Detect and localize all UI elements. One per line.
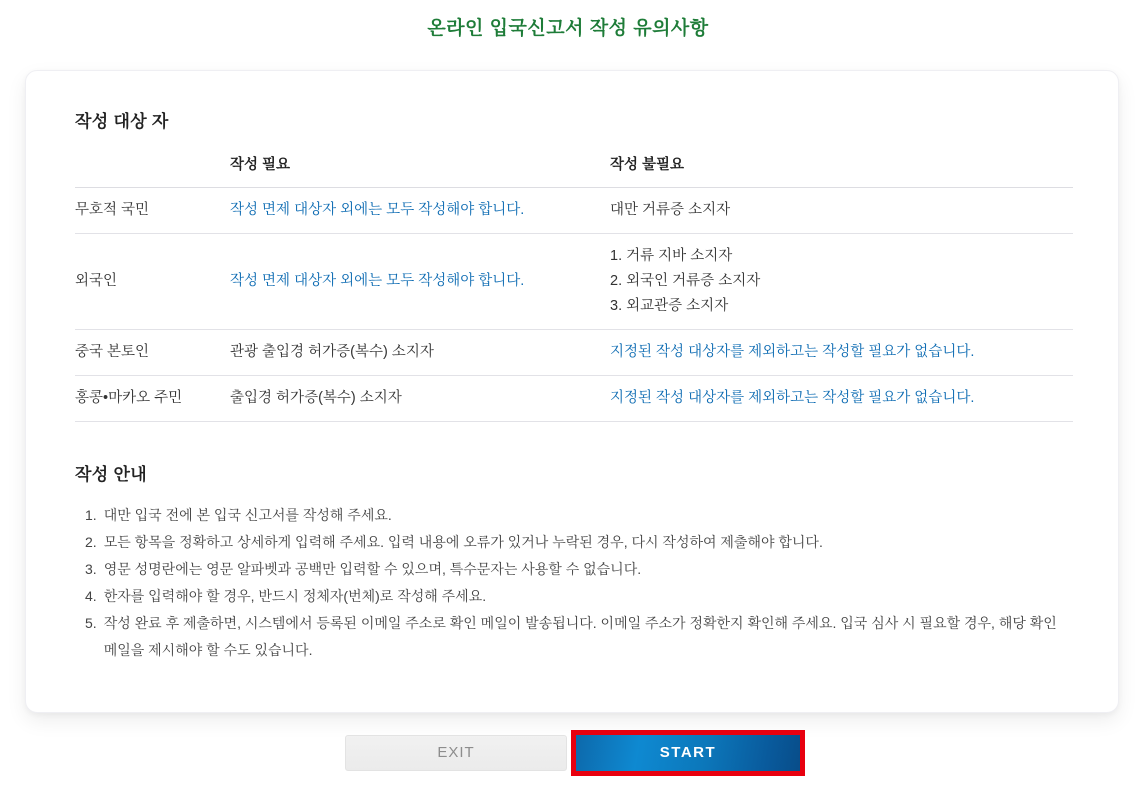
footer-actions: [0, 730, 1136, 778]
not-required-cell-text: 지정된 작성 대상자를 제외하고는 작성할 필요가 없습니다.: [610, 389, 975, 406]
guide-item-text: 작성 완료 후 제출하면, 시스템에서 등록된 이메일 주소로 확인 메일이 발송됩니다. 이메일 주소가 정확한지 확인해 주세요. 입국 심사 시 필요할 경우, 해당 확인 메일을 제시해야 할 수도 있습니다.: [103, 614, 1057, 658]
required-cell-text: 관광 출입경 허가증(복수) 소지자: [230, 343, 434, 360]
required-cell-text: 출입경 허가증(복수) 소지자: [230, 389, 402, 406]
required-cell-text: 작성 면제 대상자 외에는 모두 작성해야 합니다.: [230, 201, 525, 218]
row-label: 외국인: [75, 233, 230, 329]
not-required-cell-text: 2. 외국인 거류증 소지자: [610, 272, 761, 289]
guide-item-text: 한자를 입력해야 할 경우, 반드시 정체자(번체)로 작성해 주세요.: [103, 587, 487, 604]
table-row: [75, 375, 1073, 421]
guide-item: [85, 583, 1071, 610]
guide-item-number: 3.: [85, 560, 97, 577]
table-header-empty: [75, 146, 230, 187]
target-table: [75, 146, 1073, 422]
not-required-cell-text: 대만 거류증 소지자: [610, 201, 731, 218]
guide-item: [85, 556, 1071, 583]
exit-button[interactable]: EXIT: [345, 735, 567, 771]
guide-item-number: 5.: [85, 614, 97, 631]
table-header-row: [75, 146, 1073, 187]
guide-item-text: 영문 성명란에는 영문 알파벳과 공백만 입력할 수 있으며, 특수문자는 사용할 수 없습니다.: [103, 560, 642, 577]
guide-item: [85, 529, 1071, 556]
required-cell-text: 작성 면제 대상자 외에는 모두 작성해야 합니다.: [230, 272, 525, 289]
page-title: 온라인 입국신고서 작성 유의사항: [427, 18, 709, 39]
guide-item-number: 1.: [85, 506, 97, 523]
row-label: 홍콩•마카오 주민: [75, 375, 230, 421]
not-required-cell-text: 지정된 작성 대상자를 제외하고는 작성할 필요가 없습니다.: [610, 343, 975, 360]
guide-item-number: 2.: [85, 533, 97, 550]
row-label: 중국 본토인: [75, 329, 230, 375]
table-row: [75, 233, 1073, 329]
table-header-not-required: 작성 불필요: [610, 146, 1073, 187]
guide-list: [75, 502, 1071, 664]
guide-item: [85, 502, 1071, 529]
not-required-cell-text: 3. 외교관증 소지자: [610, 297, 729, 314]
not-required-cell-text: 1. 거류 지바 소지자: [610, 247, 733, 264]
table-row: [75, 329, 1073, 375]
notice-card: [25, 70, 1119, 713]
table-header-required: 작성 필요: [230, 146, 610, 187]
guide-section-title: 작성 안내: [75, 464, 147, 484]
guide-item: [85, 610, 1071, 664]
guide-item-text: 대만 입국 전에 본 입국 신고서를 작성해 주세요.: [103, 506, 392, 523]
target-section-title: 작성 대상 자: [75, 112, 169, 131]
guide-item-number: 4.: [85, 587, 97, 604]
table-row: [75, 187, 1073, 233]
guide-item-text: 모든 항목을 정확하고 상세하게 입력해 주세요. 입력 내용에 오류가 있거나 누락된 경우, 다시 작성하여 제출해야 합니다.: [103, 533, 823, 550]
start-button[interactable]: START: [576, 735, 800, 771]
start-button-highlight: [571, 730, 805, 776]
guide-section: [75, 460, 1071, 664]
row-label: 무호적 국민: [75, 187, 230, 233]
